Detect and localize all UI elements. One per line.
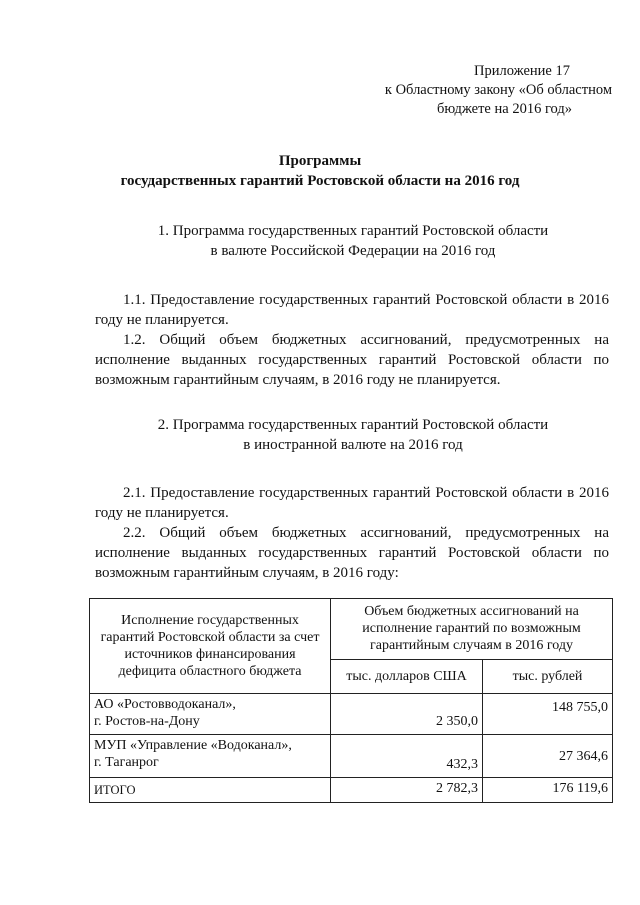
- cell-usd: 432,3: [331, 735, 483, 778]
- document-title: [0, 151, 640, 191]
- total-label: ИТОГО: [90, 778, 331, 803]
- organization-name: АО «Ростовводоканал»,: [94, 697, 236, 712]
- row-organization: [90, 694, 331, 735]
- appendix-law-reference: к Областному закону «Об областном: [384, 82, 612, 98]
- cell-rub: 148 755,0: [483, 694, 613, 735]
- section-1-heading: [0, 221, 640, 261]
- section-2-heading-line-1: 2. Программа государственных гарантий Ростовской области: [157, 417, 549, 433]
- title-line-2: государственных гарантий Ростовской области на 2016 год: [120, 173, 520, 189]
- organization-name: МУП «Управление «Водоканал»,: [94, 738, 292, 753]
- paragraph-2-1: 2.1. Предоставление государственных гарантий Ростовской области в 2016 году не планируется.: [95, 485, 609, 521]
- appendix-law-reference-cont: бюджете на 2016 год»: [436, 101, 572, 117]
- paragraph-1-2: 1.2. Общий объем бюджетных ассигнований, предусмотренных на исполнение выданных государственных гарантий Ростовской области по возможным гарантийным случаям, в 2016 году не планируется.: [95, 332, 609, 388]
- table-header-row: [90, 599, 613, 660]
- row-organization: [90, 735, 331, 778]
- column-header-usd: тыс. долларов США: [331, 659, 483, 693]
- title-line-1: Программы: [278, 153, 362, 169]
- total-rub: 176 119,6: [483, 778, 613, 803]
- organization-city: г. Таганрог: [94, 755, 159, 770]
- organization-city: г. Ростов-на-Дону: [94, 714, 200, 729]
- section-1-heading-line-1: 1. Программа государственных гарантий Ростовской области: [157, 223, 549, 239]
- column-header-rub: тыс. рублей: [483, 659, 613, 693]
- table-row: [90, 735, 613, 778]
- appendix-header: [385, 62, 612, 119]
- table-row: [90, 694, 613, 735]
- appendix-number: Приложение 17: [474, 63, 570, 79]
- section-1-heading-line-2: в валюте Российской Федерации на 2016 год: [210, 243, 496, 259]
- guarantee-table: [89, 598, 613, 803]
- paragraph-1-1: 1.1. Предоставление государственных гарантий Ростовской области в 2016 году не планируется.: [95, 292, 609, 328]
- cell-rub: 27 364,6: [483, 735, 613, 778]
- section-2-heading-line-2: в иностранной валюте на 2016 год: [243, 437, 463, 453]
- column-header-guarantee: Исполнение государственных гарантий Ростовской области за счет источников финансирования дефицита областного бюджета: [90, 599, 331, 694]
- table-total-row: [90, 778, 613, 803]
- paragraph-2-2: 2.2. Общий объем бюджетных ассигнований, предусмотренных на исполнение выданных государственных гарантий Ростовской области по возможным гарантийным случаям, в 2016 году:: [95, 525, 609, 581]
- column-group-header-allocations: Объем бюджетных ассигнований на исполнение гарантий по возможным гарантийным случаям в 2016 году: [331, 599, 613, 660]
- cell-usd: 2 350,0: [331, 694, 483, 735]
- total-usd: 2 782,3: [331, 778, 483, 803]
- section-2-heading: [0, 415, 640, 455]
